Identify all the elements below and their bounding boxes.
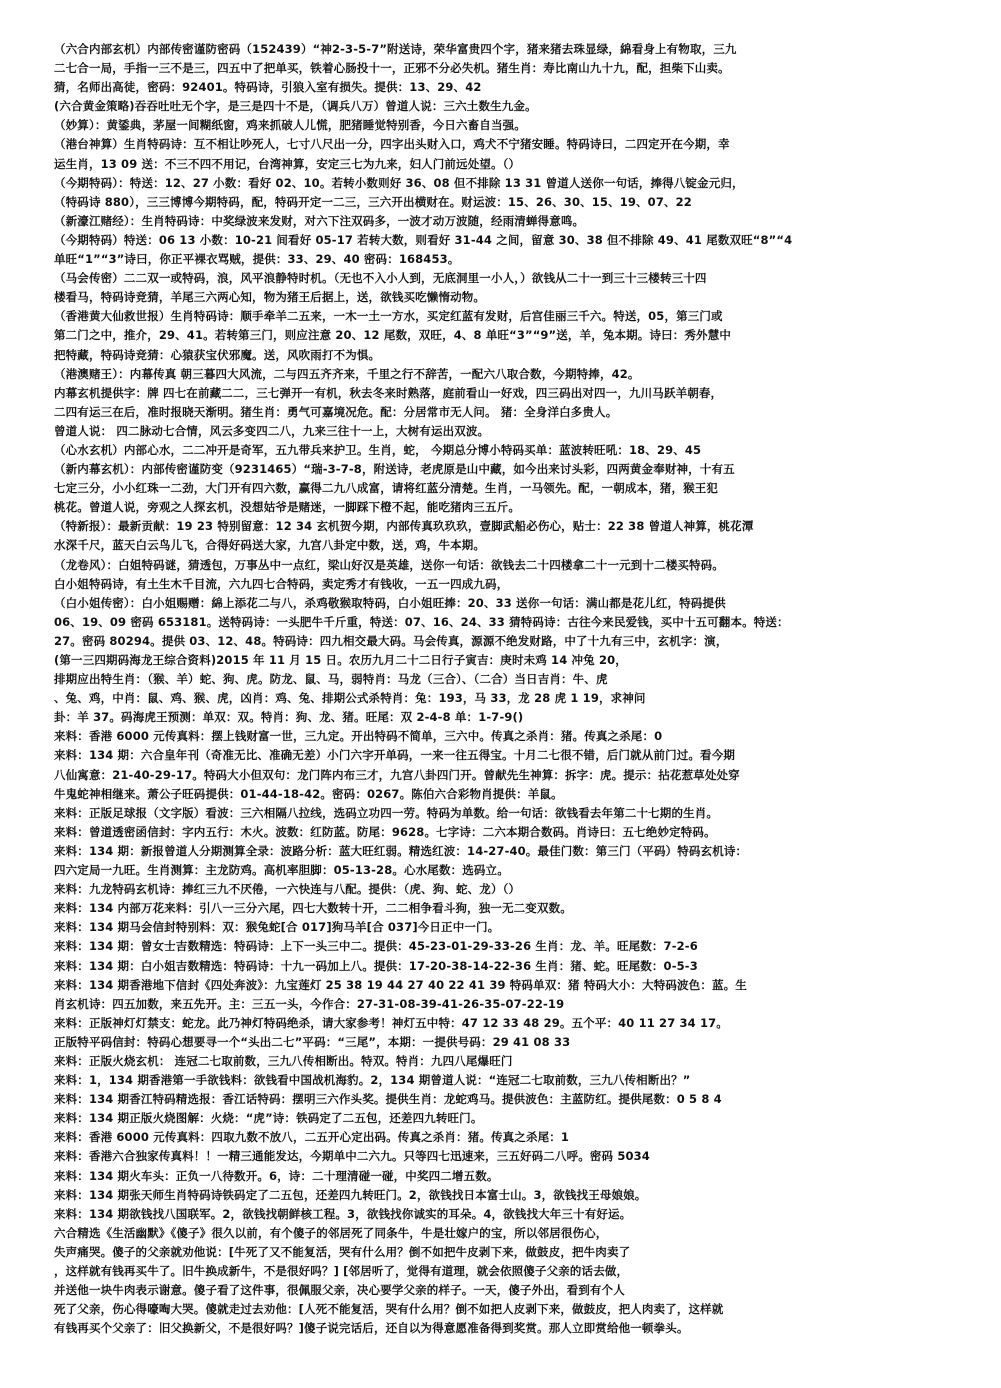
text-line: （龙卷风）：白姐特码谜，猜透包，万事丛中一点红，梁山好汉是英雄，送你一句话：欲钱去二十四楼拿二十一元到十二楼买特码。: [54, 557, 724, 572]
text-line: 七定三分，小小红珠一二劲，大门开有四六数，赢得二九八成富，请将红蓝分清楚。生肖，一马领先。配，一朝成本，猪，猴王犯: [54, 481, 719, 496]
text-line: （妙算）：黄鋈典，茅屋一间糊纸窗，鸡来抓破人儿慌，肥猪睡觉特别香，今日六畜自当强。: [54, 118, 526, 133]
text-line: （新濠江赌经）：生肖特码诗：中奖绿波来发财，对六下注双码多，一波才动万波随，经雨清蝉得意鸣。: [54, 213, 585, 228]
text-line: 来料：134 内部万花来料：引八一三分六尾，四七大数转十开，二二相争看斗狗，独一无二变双数。: [54, 901, 572, 916]
text-line: 来料：曾道透密函信封：字内五行：木火。波数：红防蓝。防尾：9628。七字诗：二六本期合数码。肖诗曰：五七绝妙定特码。: [54, 824, 716, 839]
text-line: 来料：香港 6000 元传真料：摆上钱财富一世，三九定。开出特码不简单，三六中。传真之杀肖：猪。传真之杀尾：0: [54, 729, 663, 744]
text-line: 、兔、鸡，中肖：鼠、鸡、猴、虎，凶肖：鸡、兔、排期公式杀特肖：兔：193，马 33，龙 28 虎 1 19，求神问: [54, 691, 646, 706]
text-line: 来料：香港 6000 元传真料：四取九数不放八，二五开心定出码。传真之杀肖：猪。传真之杀尾：1: [54, 1130, 570, 1145]
text-line: 27。密码 80294。提供 03、12、48。特码诗：四九相交最大码。马会传真，源源不绝发财路，中了十九有三中，玄机字：演，: [54, 633, 728, 648]
text-line: 来料：134 期香江特码精选报：香江话特码：摆明三六作头奖。提供生肖：龙蛇鸡马。提供波色：主蓝防红。提供尾数：0 5 8 4: [54, 1092, 722, 1107]
text-line: 失声痛哭。傻子的父亲就劝他说：[牛死了又不能复活，哭有什么用？倒不如把牛皮剥下来，做鼓皮，把牛肉卖了: [54, 1244, 631, 1259]
text-line: 来料：134 期：曾女士吉数精选：特码诗：上下一头三中二。提供：45-23-01-29-33-26 生肖：龙、羊。旺尾数：7-2-6: [54, 939, 698, 954]
text-line: 来料：134 期：白小姐吉数精选：特码诗：十九一码加上八。提供：17-20-38-14-22-36 生肖：猪、蛇。旺尾数：0-5-3: [54, 958, 698, 973]
text-line: 桃花。曾道人说，旁观之人探玄机，没想姑爷是赌迷，一脚踩下橙不起，能吃猪肉三五斤。: [54, 500, 520, 515]
text-line: 死了父亲，伤心得嚎啕大哭。傻就走过去劝他：[人死不能复活，哭有什么用？倒不如把人皮剥下来，做鼓皮，把人肉卖了，这样就: [54, 1302, 724, 1317]
text-line: 来料：134 期张天师生肖特码诗铁码定了二五包，还差四九转旺门。2，欲钱找日本富士山。3，欲钱找王母娘娘。: [54, 1187, 647, 1202]
text-line: 来料：九龙特码玄机诗：捧红三九不厌倦，一六快连与八配。提供：（虎、狗、蛇、龙）（）: [54, 882, 521, 897]
text-line: （特码诗 880），三三博博今期特码，配，特码开定一二三，三六开出横财在。财运波：15、26、30、15、19、07、22: [54, 194, 692, 209]
text-line: 曾道人说： 四二脉动七合情，风云多变四二八，九来三往十一上，大树有运出双波。: [54, 423, 490, 438]
text-line: （香港黄大仙救世报）生肖特码诗：顺手牵羊二五来，一木一土一方水，买定红蓝有发财，后宫佳丽三千六。特送，05，第三门或: [54, 309, 723, 324]
text-line: 来料：134 期正版火烧图解：火烧：“虎”诗：铁码定了二五包，还差四九转旺门。: [54, 1111, 483, 1126]
text-line: （港台神算）生肖特码诗：互不相让吵死人，七寸八尺出一分，四字出头财入口，鸡犬不宁猪安睡。特码诗曰，二四定开在今期，幸: [54, 137, 730, 152]
text-line: 卦：羊 37。码海虎王预测：单双：双。特肖：狗、龙、猪。旺尾：双 2-4-8 单：1-7-9(): [54, 710, 524, 725]
text-line: 八仙寓意：21-40-29-17。特码大小但双句：龙门阵内布三才，九宫八卦四门开。曾献先生神算：拆字：虎。提示：拈花惹草处处穿: [54, 767, 740, 782]
text-line: （马会传密）二二双一或特码，浪，风平浪静特时机。（无也不入小人到，无底洞里一小人，）欲钱从二十一到三十三楼转三十四: [54, 271, 707, 286]
text-line: 06、19、09 密码 653181。送特码诗：一头肥牛千斤重，特送：07、16、24、33 猜特码诗：古往今来民爱钱，买中十五可翻本。特送：: [54, 614, 789, 629]
text-line: 牛鬼蛇神相继来。萧公子旺码提供：01-44-18-42。密码：0267。陈伯六合彩物肖提供：羊鼠。: [54, 786, 563, 801]
text-line: （特新报）：最新贡献：19 23 特别留意：12 34 玄机贺今期，内部传真玖玖玖，壹脚武船必伤心，贴士：22 38 曾道人神算，桃花潭: [54, 519, 754, 534]
text-line: 猜，名师出高徒，密码：92401。特码诗，引狼入室有损失。提供：13、29、42: [54, 80, 482, 95]
text-line: (六合黄金策略)吞吞吐吐无个字，是三是四十不是，（调兵八万）曾道人说：三六土数生九金。: [54, 99, 537, 114]
text-line: （六合内部玄机）内部传密谨防密码（152439）“神2-3-5-7”附送诗，荣华富贵四个字，猪来猪去珠显绿，綿看身上有物取，三九: [54, 42, 737, 56]
text-line: （今期特码）特送：06 13 小数：10-21 间看好 05-17 若转大数，则看好 31-44 之间，留意 30、38 但不排除 49、41 尾数双旺“8”“4: [54, 232, 793, 247]
text-line: 有钱再买个父亲了：旧父换新父，不是很好吗？]傻子说完话后，还自以为得意愿准备得到奖赏。那人立即赏给他一顿拳头。: [54, 1321, 689, 1336]
text-line: 二四有运三在后，准时报晓天渐明。猪生肖：勇气可嘉境况危。配：分居常市无人问。 猪：全身洋白多贵人。: [54, 404, 618, 419]
text-line: [54, 1338, 955, 1357]
text-line: 来料：134 期：新报曾道人分期测算全录：波路分析：蓝大旺红弱。精选红波：14-27-40。最佳门数：第三门（平码）特码玄机诗：: [54, 843, 748, 858]
text-line: 第二门之中，推介，29、41。若转第三门，则应注意 20、12 尾数，双旺，4、8 单旺“3”“9”送，羊，兔本期。诗曰：秀外慧中: [54, 328, 732, 343]
text-line: （新内幕玄机）：内部传密谨防变（9231465）“瑞-3-7-8，附送诗，老虎原是山中藏，如今出来讨头彩，四两黄金奉财神，十有五: [54, 462, 735, 477]
text-line: 把特藏，特码诗竞猜：心猿获宝伏邪魔。送，风吹雨打不为惧。: [54, 347, 381, 362]
text-line: 二七合一局，手指一三不是三，四五中了把单买，铁着心肠投十一，正邪不分必失机。猪生肖：寿比南山九十九，配，担柴下山卖。: [54, 61, 730, 76]
text-line: 来料：134 期香港地下信封《四处奔波》：九宝莲灯 25 38 19 44 27 40 22 41 39 特码单双：猪 特码大小：大特码波色：蓝。生: [54, 977, 747, 992]
text-line: 排期应出特生肖：（猴、羊）蛇、狗、虎。防龙、鼠、马，弱特肖：马龙（三合）、（二合）当日吉肖：牛、虎: [54, 672, 608, 687]
text-line: 来料：134 期火车头：正负一八待数开。6，诗：二十理清碰一碰，中奖四二增五数。: [54, 1168, 499, 1183]
text-line: 水深千尺，蓝天白云鸟儿飞，合得好码送大家，九宫八卦定中数，送，鸡，牛本期。: [54, 538, 486, 553]
text-line: 来料：正版足球报（文字版）看波：三六相隔八拉线，选码立功四一劳。特码为单数。给一句话：欲钱看去年第二十七期的生肖。: [54, 805, 719, 820]
text-line: （港澳赌王）：内幕传真 朝三暮四大风流，二与四五齐齐来，千里之行不辞苦，一配六八取合数，今期特捧，42。: [54, 366, 640, 381]
text-line: 来料：1，134 期香港第一手欲钱料：欲钱看中国战机海豹。2，134 期曾道人说：“连冠二七取前数，三九八传相断出？”: [54, 1073, 691, 1088]
text-line: 运生肖，13 09 送：不三不四不用记，台湾神算，安定三七为九来，妇人门前远处望。（）: [54, 156, 521, 171]
text-line: 来料：134 期：六合皇年刊（奇准无比、准确无差）小门六字开单码，一来一往五得宝。十月二七很不错，后门就从前门过。看今期: [54, 748, 736, 763]
text-line: 来料：香港六合独家传真料！！一精三通能发达，今期单中二六九。只等四七迅速来，三五好码二八呼。密码 5034: [54, 1149, 650, 1164]
text-line: （白小姐传密）：白小姐赐赠：綿上添花二与八，杀鸡敬猴取特码，白小姐旺捧：20、33 送你一句话：满山都是花儿红，特码提供: [54, 595, 726, 610]
text-line: 单旺“1”“3”诗曰，你正平裸衣骂贼，提供：33、29、40 密码：168453。: [54, 252, 460, 267]
text-line: 来料：134 期欲钱找八国联军。2，欲钱找朝鲜核工程。3，欲钱找你诚实的耳朵。4，欲钱找大年三十有好运。: [54, 1206, 632, 1221]
text-line: 白小姐特码诗，有土生木千目流，六九四七合特码，卖定秀才有钱收，一五一四成九码，: [54, 576, 509, 591]
text-line: 并送他一块牛肉表示谢意。傻子看了这件事，很佩服父亲，决心要学父亲的样子。一天，傻子外出，看到有个人: [54, 1283, 625, 1298]
text-line: 六合精选《生活幽默》《傻子》很久以前，有个傻子的邻居死了同条牛，牛是壮嫁户的宝，所以邻居很伤心，: [54, 1225, 608, 1240]
text-line: ，这样就有钱再买牛了。旧牛换成新牛，不是很好吗？] [邻居听了，觉得有道理，就会依照傻子父亲的话去做，: [54, 1264, 629, 1278]
text-line: （心水玄机）内部心水，二二冲开是奇军，五九带兵来护卫。生肖，蛇， 今期总分博小特码买单：蓝波转旺吼：18、29、45: [54, 442, 702, 457]
text-line: 四六定局一九旺。生肖测算：主龙防鸡。高机率胆脚：05-13-28。心水尾数：选码立。: [54, 863, 509, 878]
text-line: 楼看马，特码诗竞猜，羊尾三六两心知，物为猪王后据上，送，欲钱买吃懒惰动物。: [54, 290, 486, 305]
text-line: 来料：正版火烧玄机： 连冠二七取前数，三九八传相断出。特双。特肖：九四八尾爆旺门: [54, 1053, 513, 1068]
text-line: 来料：正版神灯灯禁支：蛇龙。此乃神灯特码绝杀，请大家参考！神灯五中特：47 12 33 48 29。五个平：40 11 27 34 17。: [54, 1015, 728, 1030]
text-line: 肖玄机诗：四五加数，来五先开。主：三五一头，今作合：27-31-08-39-41-26-35-07-22-19: [54, 996, 565, 1011]
text-line: 内幕玄机提供字：牌 四七在前藏二二，三七弹开一有机，秋去冬来时熟落，庭前看山一好戏，四三码出对四一，九川马跃羊朝春，: [54, 385, 723, 400]
text-line: 正版特平码信封：特码心想要寻一个“头出二七”平码：“三尾”，本期：一提供号码：29 41 08 33: [54, 1034, 571, 1049]
text-line: (第一三四期码海龙王综合资料)2015 年 11 月 15 日。农历九月二十二日行子寅吉：庚时未鸡 14 冲兔 20，: [54, 653, 627, 667]
text-line: （今期特码）：特送：12、27 小数：看好 02、10。若转小数则好 36、08 但不排除 13 31 曾道人送你一句话，捧得八锭金元归，: [54, 175, 744, 190]
text-line: 来料：134 期马会信封特别料：双：猴兔蛇[合 017]狗马羊[合 037]今日正中一门。: [54, 920, 500, 935]
